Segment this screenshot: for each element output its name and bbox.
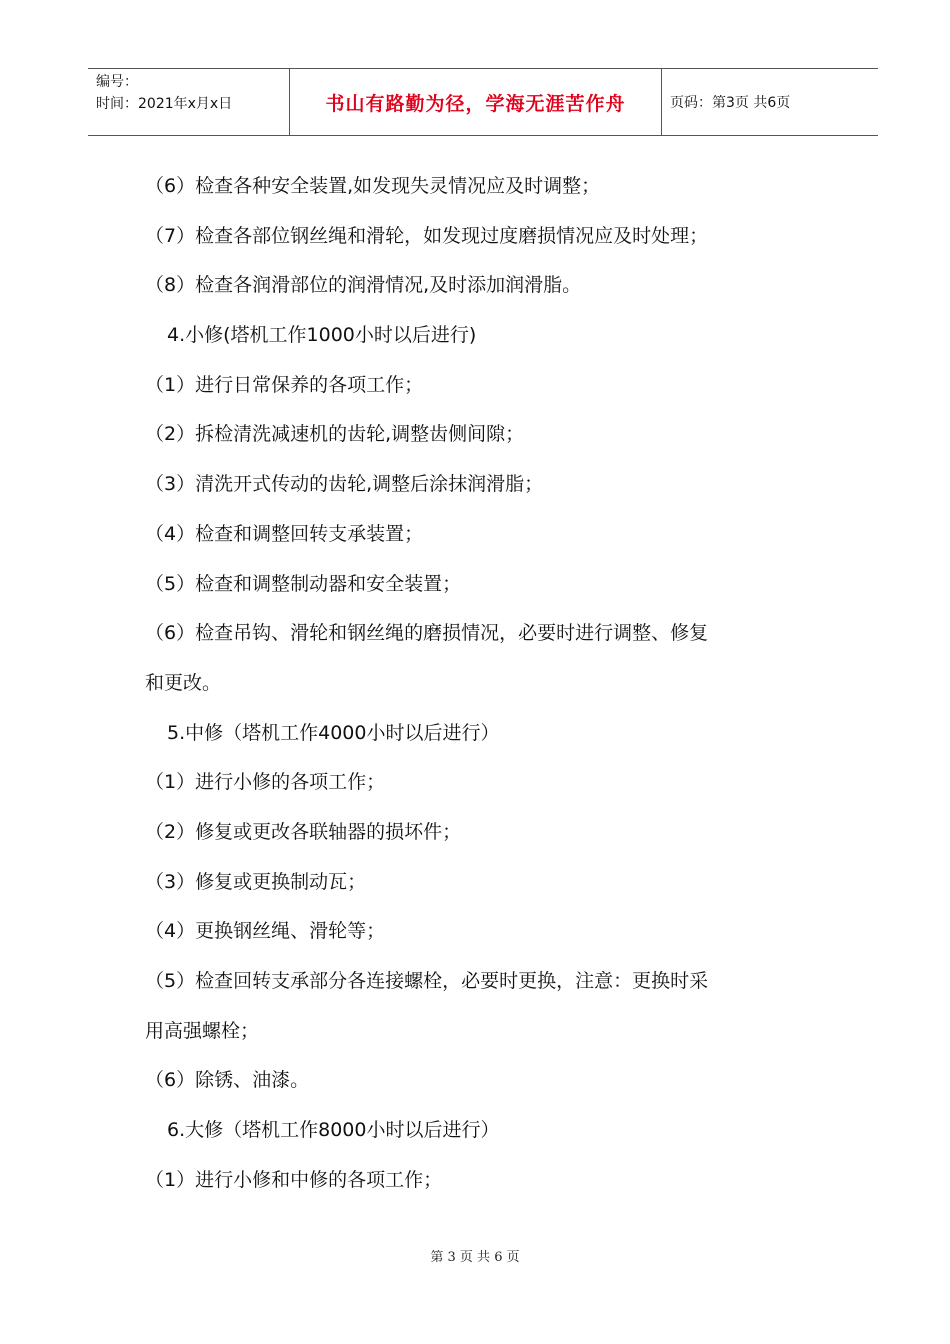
text-line: （1）进行小修的各项工作； [145,771,386,794]
text-line: 用高强螺栓； [145,1019,260,1042]
text-line: （3）修复或更换制动瓦； [145,870,367,893]
text-line: （4）检查和调整回转支承装置； [145,522,424,545]
text-line: （3）清洗开式传动的齿轮,调整后涂抹润滑脂； [145,473,544,496]
text-line: （2）拆检清洗减速机的齿轮,调整齿侧间隙； [145,423,525,446]
header-page-cell [662,69,878,135]
text-line: （1）进行小修和中修的各项工作； [145,1168,443,1191]
text-line: （2）修复或更改各联轴器的损坏件； [145,820,462,843]
header-info-cell [88,69,290,135]
text-line: （8）检查各润滑部位的润滑情况,及时添加润滑脂。 [145,274,582,297]
page-footer: 第 3 页 共 6 页 [430,1250,520,1265]
section-heading: 6.大修（塔机工作8000小时以后进行） [167,1119,500,1142]
text-line: （5）检查回转支承部分各连接螺栓，必要时更换，注意：更换时采 [145,970,709,992]
text-line: （6）除锈、油漆。 [145,1069,310,1092]
text-line: （1）进行日常保养的各项工作； [145,373,424,396]
text-line: （5）检查和调整制动器和安全装置； [145,572,462,595]
text-line: 和更改。 [145,671,222,694]
text-line: （4）更换钢丝绳、滑轮等； [145,920,386,943]
time-label: 时间：2021年x月x日 [96,96,233,112]
section-heading: 5.中修（塔机工作4000小时以后进行） [167,721,500,744]
header-motto: 书山有路勤为径，学海无涯苦作舟 [325,92,626,115]
header-page-label: 页码：第3页 共6页 [670,95,791,111]
text-line: （6）检查各种安全装置,如发现失灵情况应及时调整； [145,175,601,197]
text-line: （7）检查各部位钢丝绳和滑轮，如发现过度磨损情况应及时处理； [145,224,709,247]
document-body [145,162,825,1205]
text-line: （6）检查吊钩、滑轮和钢丝绳的磨损情况，必要时进行调整、修复 [145,622,709,645]
serial-label: 编号： [96,74,138,90]
page-header [88,68,878,136]
header-motto-cell [290,69,662,135]
section-heading: 4.小修(塔机工作1000小时以后进行) [167,324,477,347]
